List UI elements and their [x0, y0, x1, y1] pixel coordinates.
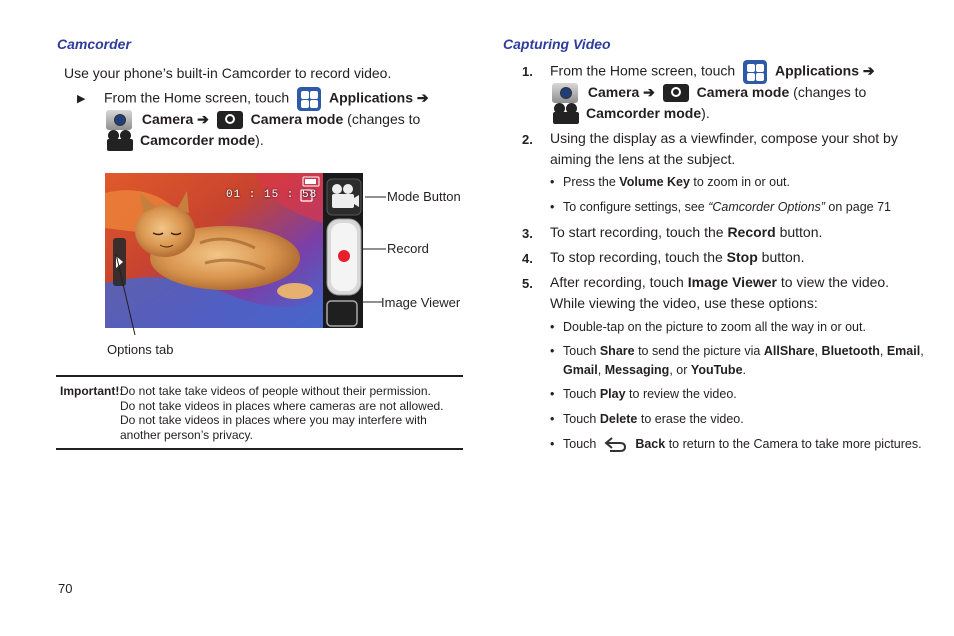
back-pre: Touch: [563, 437, 597, 451]
applications-icon: [297, 87, 321, 111]
step-5-line2: While viewing the video, use these options:: [550, 295, 818, 311]
step-3-pre: To start recording, touch the: [550, 224, 724, 240]
play-pre: Touch: [563, 387, 597, 401]
step-3-post: button.: [779, 224, 823, 240]
camera-mode-icon: [217, 111, 243, 129]
back-arrow-icon: [604, 436, 628, 454]
step-2-line2: aiming the lens at the subject.: [550, 151, 736, 167]
share-allshare: AllShare: [763, 344, 815, 358]
step-3-bold: Record: [727, 224, 776, 240]
bullet-volume-post: to zoom in or out.: [693, 175, 790, 189]
bullet-configure-settings: [563, 198, 891, 217]
step-1-prefix: From the Home screen, touch: [550, 62, 736, 79]
changes-to-text: (changes to: [347, 111, 421, 127]
bullet-config-post: on page 71: [828, 200, 891, 214]
bullet-volume-key: [563, 173, 790, 192]
play-bold: Play: [599, 387, 626, 401]
callout-record: Record: [387, 241, 429, 256]
important-line-3: Do not take videos in places where you may interfere with: [120, 413, 427, 427]
changes-to-text: (changes to: [793, 84, 867, 100]
important-line-1: Do not take take videos of people without their permission.: [120, 384, 431, 398]
play-post: to review the video.: [629, 387, 737, 401]
share-messaging: Messaging: [604, 363, 670, 377]
share-email: Email: [886, 344, 921, 358]
step-1-line3: [551, 103, 710, 125]
step-3-text: [550, 222, 822, 243]
important-top-rule: [56, 375, 463, 377]
back-bold: Back: [635, 437, 666, 451]
share-bold: Share: [599, 344, 635, 358]
step-1-line2: [552, 82, 866, 103]
back-post: to return to the Camera to take more pictures.: [668, 437, 922, 451]
camera-app-icon: [106, 110, 132, 130]
step-5-bold: Image Viewer: [687, 274, 777, 290]
delete-pre: Touch: [563, 412, 597, 426]
step-5-number: 5.: [522, 276, 533, 291]
intro-text: Use your phone’s built-in Camcorder to record video.: [64, 65, 392, 81]
section-title-camcorder: Camcorder: [57, 36, 131, 52]
left-step-line1: [104, 87, 429, 111]
share-or: or: [676, 363, 688, 377]
bullet-volume-bold: Volume Key: [619, 175, 690, 189]
bullet-config-link: “Camcorder Options”: [708, 200, 825, 214]
camcorder-mode-label: Camcorder mode: [140, 132, 256, 148]
callout-image-viewer: Image Viewer: [381, 295, 461, 310]
page-number: 70: [58, 581, 73, 596]
applications-label: Applications ➔: [774, 62, 875, 79]
step-1-number: 1.: [522, 64, 533, 79]
camcorder-mode-icon: [551, 103, 581, 125]
period: .: [742, 363, 747, 377]
camera-label: Camera ➔: [587, 84, 655, 100]
bullet-delete: [563, 410, 744, 429]
recording-timer: 01 : 15 : 58: [226, 189, 318, 201]
close-paren: ).: [701, 105, 710, 121]
step-2-line1: Using the display as a viewfinder, compose your shot by: [550, 130, 898, 146]
step-5-pre: After recording, touch: [550, 274, 684, 290]
step-2-number: 2.: [522, 132, 533, 147]
share-pre: Touch: [563, 344, 597, 358]
applications-label: Applications ➔: [328, 89, 429, 106]
step-4-text: [550, 247, 805, 268]
comma: ,: [879, 344, 884, 358]
comma: ,: [920, 344, 924, 358]
step-4-bold: Stop: [726, 249, 758, 265]
delete-post: to erase the video.: [640, 412, 744, 426]
bullet-back: [563, 435, 922, 454]
step-4-number: 4.: [522, 251, 533, 266]
step-5-post: to view the video.: [780, 274, 890, 290]
comma: ,: [814, 344, 819, 358]
left-step-line2: [106, 109, 420, 130]
left-step-line3: [105, 130, 264, 152]
camera-mode-label: Camera mode: [250, 111, 344, 127]
bullet-share: [563, 342, 924, 380]
share-bluetooth: Bluetooth: [821, 344, 880, 358]
section-title-capturing-video: Capturing Video: [503, 36, 611, 52]
camera-mode-label: Camera mode: [696, 84, 790, 100]
important-text: [120, 384, 444, 442]
callout-mode-button: Mode Button: [387, 189, 461, 204]
camera-app-icon: [552, 83, 578, 103]
bullet-arrow-icon: ▶: [77, 93, 86, 105]
callout-options-tab: Options tab: [107, 342, 174, 357]
important-bottom-rule: [56, 448, 463, 450]
camcorder-mode-icon: [105, 130, 135, 152]
step-prefix-text: From the Home screen, touch: [104, 89, 290, 106]
bullet-volume-pre: Press the: [563, 175, 616, 189]
comma: ,: [597, 363, 602, 377]
share-youtube: YouTube: [690, 363, 743, 377]
step-5-line1: [550, 272, 889, 293]
camera-mode-icon: [663, 84, 689, 102]
delete-bold: Delete: [599, 412, 638, 426]
step-4-pre: To stop recording, touch the: [550, 249, 723, 265]
step-3-number: 3.: [522, 226, 533, 241]
share-mid: to send the picture via: [638, 344, 761, 358]
important-label: Important!:: [60, 384, 124, 398]
camera-label: Camera ➔: [141, 111, 209, 127]
callout-lines: [100, 170, 390, 350]
bullet-play: [563, 385, 737, 404]
step-4-post: button.: [761, 249, 805, 265]
bullet-config-pre: To configure settings, see: [563, 200, 705, 214]
step-1-line1: [550, 60, 875, 84]
comma: ,: [669, 363, 673, 377]
applications-icon: [743, 60, 767, 84]
bullet-double-tap: • Double-tap on the picture to zoom all the way in or out.: [563, 318, 866, 337]
close-paren: ).: [255, 132, 264, 148]
camcorder-mode-label: Camcorder mode: [586, 105, 702, 121]
important-line-4: another person’s privacy.: [120, 427, 253, 442]
share-gmail: Gmail: [563, 363, 598, 377]
important-line-2: Do not take videos in places where cameras are not allowed.: [120, 398, 444, 413]
